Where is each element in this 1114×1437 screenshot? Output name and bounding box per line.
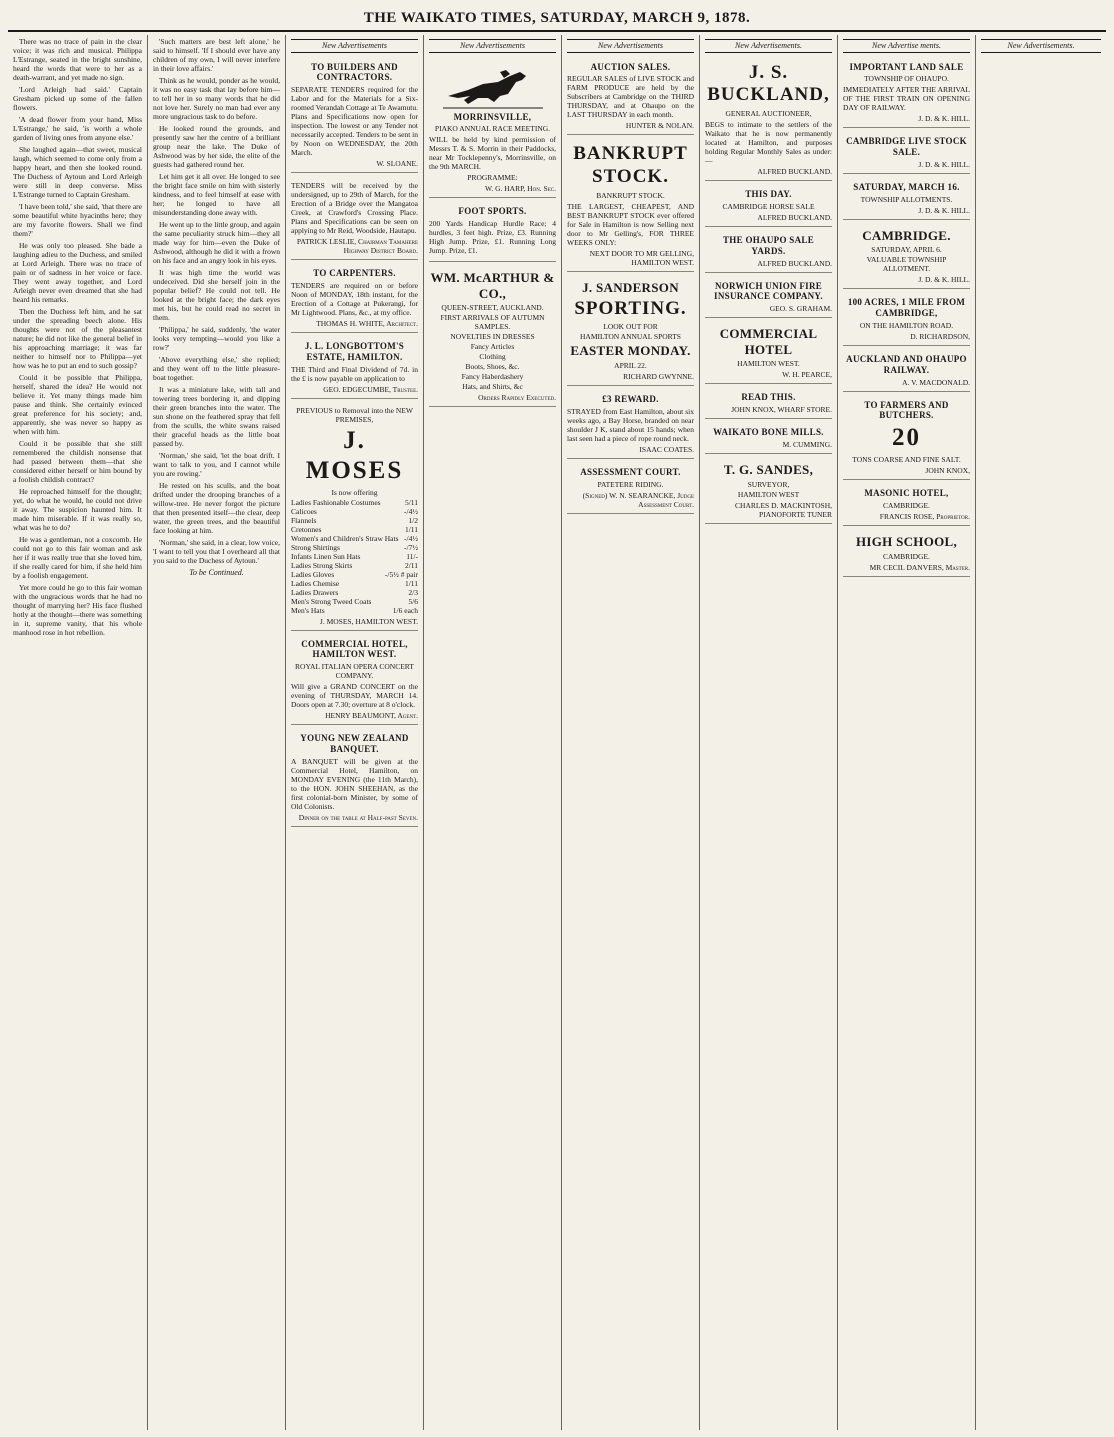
ad-title: COMMERCIAL HOTEL <box>719 326 818 357</box>
ad-sign: HENRY BEAUMONT, Agent. <box>325 711 418 721</box>
ad-sign: D. RICHARDSON, <box>910 331 970 341</box>
ad-tenders-bridge <box>291 176 418 260</box>
ad-sign: GEO. EDGECUMBE, Trustee. <box>323 384 418 394</box>
ad-body: THE LARGEST, CHEAPEST, AND BEST BANKRUPT STOCK ever offered for Sale in Hamilton is now Selling next door to Mr Gelling's, FOR THREE WEEKS ONLY: <box>567 201 694 247</box>
ad-line: CAMBRIDGE. <box>883 551 930 561</box>
ad-title: FOOT SPORTS. <box>458 206 527 217</box>
ad-title: J. S. BUCKLAND, <box>707 61 830 106</box>
ad-sign: A. V. MACDONALD. <box>902 377 970 387</box>
ad-sign: W. G. HARP, Hon. Sec. <box>484 184 556 194</box>
ad-sign: CHARLES D. MACKINTOSH, PIANOFORTE TUNER <box>735 500 832 519</box>
list-item: Fancy Haberdashery <box>461 372 524 382</box>
ad-sign: ALFRED BUCKLAND. <box>757 258 832 268</box>
price-value: -/4½ <box>404 506 418 516</box>
list-item: Hats, and Shirts, &c <box>462 382 523 392</box>
ad-sign: (Signed) W. N. SEARANCKE, Judge Assessment Court. <box>582 490 694 509</box>
price-row <box>291 498 418 507</box>
list-item: Boots, Shoes, &c. <box>465 362 520 372</box>
ad-line: GENERAL AUCTIONEER, <box>725 109 812 119</box>
price-item: Infants Linen Sun Hats <box>291 551 361 561</box>
story-paragraph: He reproached himself for the thought; yet, do what he would, he could not drive it away. The suspicion haunted him. It made him miserable. If it was really so, what was he to do? <box>13 487 142 532</box>
ad-sign: GEO. S. GRAHAM. <box>769 304 832 314</box>
ad-title: WAIKATO BONE MILLS. <box>713 427 824 438</box>
ad-body: TENDERS will be received by the undersigned, up to 29th of March, for the Erection of a Bridge over the Mangatoa Creek, at Crawford's Crossing Place. Plans and Specifications can be seen on applying to Mr Reid, Woodside, Hautapu. <box>291 181 418 236</box>
price-row <box>291 507 418 516</box>
price-row <box>291 561 418 570</box>
ad-butchers <box>843 395 970 481</box>
ad-ohaupo-yards <box>705 230 832 273</box>
ad-line: NOVELTIES IN DRESSES <box>450 332 535 342</box>
ad-body: REGULAR SALES of LIVE STOCK and FARM PRODUCE are held by the Subscribers at Cambridge on the THIRD THURSDAY, and at Ohaupo on the LAST THURSDAY in each month. <box>567 74 694 120</box>
price-item: Ladies Strong Skirts <box>291 560 353 570</box>
price-value: 5/11 <box>404 497 418 507</box>
price-value: 2/3 <box>408 587 418 597</box>
story-paragraph: He rested on his sculls, and the boat drifted under the drooping branches of a willow-tree. He never forgot the picture that then presented itself—the clear, deep water, the green trees, and the beautiful face looking at him. <box>153 481 280 535</box>
list-item: Fancy Articles <box>470 342 515 352</box>
ad-title: T. G. SANDES, <box>723 461 814 477</box>
ad-title: WM. McARTHUR & CO., <box>430 270 555 301</box>
ad-sign: PATRICK LESLIE, Chairman Tamahere Highway District Board. <box>296 237 418 256</box>
ad-commercial-hotel <box>291 634 418 726</box>
price-row <box>291 534 418 543</box>
ad-sign: ALFRED BUCKLAND. <box>757 167 832 177</box>
ad-title: IMPORTANT LAND SALE <box>849 61 964 72</box>
ad-line: PATETERE RIDING. <box>597 479 664 489</box>
ad-sign: J. D. & K. HILL. <box>918 205 970 215</box>
ad-title: £3 REWARD. <box>602 393 659 404</box>
ad-line: HAMILTON WEST <box>737 489 800 499</box>
ad-title: HIGH SCHOOL, <box>855 533 958 549</box>
ad-high-school <box>843 529 970 577</box>
ad-body: BEGS to intimate to the settlers of the Waikato that he is now permanently located at Hamilton, and purposes holding Regular Monthly Sales as under:— <box>705 120 832 166</box>
price-row <box>291 525 418 534</box>
story-paragraph: There was no trace of pain in the clear voice; it was rich and musical. Philippa L'Estrange, seated in the bright sunshine, heard the words that were to her as a death-warrant, and yet made no sign. <box>13 37 142 82</box>
ad-sign: J. MOSES, HAMILTON WEST. <box>319 616 418 626</box>
ad-line: SATURDAY, APRIL 6. <box>871 245 942 255</box>
story-paragraph: He looked round the grounds, and presently saw her the centre of a brilliant group near the lake. The Duke of Ashwood was by her side, the elite of the guests had gathered round her. <box>153 124 280 169</box>
story-paragraph: 'Such matters are best left alone,' he said to himself. 'If I should ever have any children of my own, I will never interfere in their love affairs.' <box>153 37 280 73</box>
price-row <box>291 579 418 588</box>
ad-line: HAMILTON ANNUAL SPORTS <box>580 332 681 342</box>
ad-moses <box>291 402 418 631</box>
ad-title: COMMERCIAL HOTEL, HAMILTON WEST. <box>301 638 408 660</box>
price-value: 5/6 <box>408 596 418 606</box>
ad-sanderson <box>567 275 694 386</box>
racehorse-icon <box>438 62 548 110</box>
masthead-title: THE WAIKATO TIMES, SATURDAY, MARCH 9, 1878. <box>363 9 751 26</box>
story-column-2 <box>148 35 286 1430</box>
story-paragraph: Let him get it all over. He longed to see the bright face smile on him with sisterly kindness, and to feel himself at ease with her; he longed to have all misunderstanding done away with. <box>153 172 280 217</box>
price-row <box>291 606 418 615</box>
ad-line: Is now offering <box>331 487 378 497</box>
ad-line: CAMBRIDGE HORSE SALE <box>722 201 815 211</box>
price-value: -/5½ # pair <box>384 569 418 579</box>
price-value: 1/11 <box>404 524 418 534</box>
item-list <box>429 342 556 391</box>
story-paragraph: 'Lord Arleigh had said.' Captain Gresham picked up some of the fallen flowers. <box>13 85 142 112</box>
ads-column-4 <box>424 35 562 1430</box>
ad-hundred-acres <box>843 292 970 346</box>
ad-line: TOWNSHIP OF OHAUPO. <box>864 74 949 84</box>
ad-macarthur <box>429 265 556 407</box>
column-header: New Advertise ments. <box>843 39 970 53</box>
ad-bankrupt <box>567 138 694 272</box>
ad-body: Will give a GRAND CONCERT on the evening of THURSDAY, MARCH 14. Doors open at 7.30; overture at 8 o'clock. <box>291 682 418 710</box>
ad-body: TENDERS are required on or before Noon of MONDAY, 18th instant, for the Erection of a Cottage at Pukerangi, for Mr Lightwood. Plans, &c., at my office. <box>291 280 418 317</box>
price-value: -/7½ <box>404 542 418 552</box>
ad-line: PROGRAMME: <box>467 173 518 183</box>
ad-bone-mills <box>705 422 832 454</box>
ad-line: VALUABLE TOWNSHIP ALLOTMENT. <box>866 255 947 274</box>
ad-sandes <box>705 457 832 524</box>
ad-sign: ALFRED BUCKLAND. <box>757 212 832 222</box>
ad-title: ASSESSMENT COURT. <box>580 466 681 477</box>
ad-longbottom <box>291 336 418 399</box>
ad-title: YOUNG NEW ZEALAND BANQUET. <box>300 733 409 754</box>
story-paragraph: 'Norman,' she said, in a clear, low voice, 'I want to tell you that I overheard all that you said to the Duchess of Aytoun.' <box>153 538 280 565</box>
ads-column-7 <box>838 35 976 1430</box>
column-header: New Advertisements <box>291 39 418 53</box>
ad-cambridge-april <box>843 223 970 290</box>
story-paragraph: It was high time the world was undeceived. Did she herself join in the popular belief? He could not tell. He looked at the bright face; the dark eyes met his, but he could read no secret in them. <box>153 268 280 322</box>
ad-title: TO CARPENTERS. <box>313 268 396 279</box>
ad-body: WILL be held by kind permission of Messrs T. & S. Morrin in their Paddocks, near Mr Tocklepenny's, Morrinsville, on the 9th MARCH. <box>429 135 556 172</box>
price-item: Strong Shirtings <box>291 542 340 552</box>
price-value: 1/2 <box>408 515 418 525</box>
ad-sign: JOHN KNOX, WHARF STORE. <box>731 405 832 415</box>
column-header: New Advertisements. <box>705 39 832 53</box>
price-value: 11/- <box>406 551 418 561</box>
story-column-1 <box>8 35 148 1430</box>
ad-sign: HUNTER & NOLAN. <box>625 121 694 131</box>
ad-line: ON THE HAMILTON ROAD. <box>859 320 954 330</box>
column-header: New Advertisements <box>429 39 556 53</box>
story-paragraph: She laughed again—that sweet, musical laugh, which seemed to come only from a happy heart, and then she looked round. The Duchess of Aytoun and Lord Arleigh were still in deep converse. Miss L'Estrange turned to Captain Gresham. <box>13 145 142 199</box>
ad-builders <box>291 57 418 174</box>
ad-title: THIS DAY. <box>745 189 792 200</box>
ad-title: CAMBRIDGE LIVE STOCK SALE. <box>846 136 967 158</box>
ad-line: FIRST ARRIVALS OF AUTUMN SAMPLES. <box>440 313 545 332</box>
price-item: Ladies Drawers <box>291 587 339 597</box>
price-item: Men's Hats <box>291 605 325 615</box>
price-value: 1/11 <box>404 578 418 588</box>
price-item: Ladies Chemise <box>291 578 340 588</box>
price-item: Ladies Fashionable Costumes <box>291 497 381 507</box>
price-row <box>291 543 418 552</box>
ad-sign: RICHARD GWYNNE. <box>623 371 694 381</box>
story-paragraph: 'Philippa,' he said, suddenly, 'the water looks very tempting—would you like a row?' <box>153 325 280 352</box>
price-item: Ladies Gloves <box>291 569 335 579</box>
column-header: New Advertisements <box>567 39 694 53</box>
ad-foot-sports <box>429 201 556 262</box>
story-paragraph: Could it be possible that Philippa, herself, shared the idea? He would not believe it. Yet many things made him pause and think. She certainly evinced great preference for his society; and, apparently, she was never so happy as when with him. <box>13 373 142 436</box>
ad-norwich <box>705 276 832 319</box>
price-row <box>291 597 418 606</box>
price-row <box>291 570 418 579</box>
ad-sign: W. SLOANE. <box>376 159 418 169</box>
story-paragraph: Yet more could he go to this fair woman with the ungracious words that he had no thought of marrying her? His face flushed hotly at the thought—there was something in it, supreme vanity, that his whole manhood rose in hot rebellion. <box>13 583 142 637</box>
ads-column-3 <box>286 35 424 1430</box>
ad-title: SATURDAY, MARCH 16. <box>853 181 960 192</box>
ad-title: J. SANDERSON <box>582 279 679 295</box>
ads-column-8 <box>976 35 1106 1430</box>
story-paragraph: 'I have been told,' she said, 'that there are some beautiful white hyacinths here; they are my favorite flowers. Shall we find them?' <box>13 202 142 238</box>
ad-sign: JOHN KNOX, <box>925 466 970 476</box>
price-row <box>291 588 418 597</box>
ad-title: READ THIS. <box>741 392 796 403</box>
ad-line: PIAKO ANNUAL RACE MEETING. <box>434 124 551 134</box>
ad-body: IMMEDIATELY AFTER THE ARRIVAL OF THE FIRST TRAIN ON OPENING DAY OF RAILWAY. <box>843 85 970 113</box>
ad-sign: THOMAS H. WHITE, Architect. <box>316 318 418 328</box>
ad-sign: NEXT DOOR TO MR GELLING, HAMILTON WEST. <box>589 248 694 267</box>
ad-title: J. MOSES <box>305 426 404 484</box>
price-value: 2/11 <box>404 560 418 570</box>
ad-body: STRAYED from East Hamilton, about six weeks ago, a Bay Horse, branded on near shoulder J K, stand about 15 hands; when last seen had a piece of rope round neck. <box>567 406 694 443</box>
ad-title: AUCKLAND AND OHAUPO RAILWAY. <box>846 353 967 375</box>
story-paragraph: Could it be possible that she still remembered the childish nonsense that had passed between them—that she considered either herself or him bound by a foolish childish contract? <box>13 439 142 484</box>
ad-title: MASONIC HOTEL, <box>864 488 949 499</box>
ad-auction <box>567 57 694 136</box>
ad-title: BANKRUPT STOCK. <box>573 143 688 188</box>
ad-line: PREVIOUS to Removal into the NEW PREMISES, <box>296 405 413 424</box>
ad-title: SPORTING. <box>574 297 687 319</box>
ads-column-5 <box>562 35 700 1430</box>
story-paragraph: 'Norman,' she said, 'let the boat drift. I want to talk to you, and I cannot while you are rowing.' <box>153 451 280 478</box>
list-item: Clothing <box>479 352 506 362</box>
ad-sign: FRANCIS ROSE, Proprietor. <box>879 511 970 521</box>
ad-title: TO FARMERS AND BUTCHERS. <box>864 399 949 421</box>
ad-buckland <box>705 57 832 182</box>
ad-title: 100 ACRES, 1 MILE FROM CAMBRIDGE, <box>847 297 966 319</box>
ad-masonic <box>843 483 970 526</box>
ad-title: MORRINSVILLE, <box>453 111 532 122</box>
ad-body: A BANQUET will be given at the Commercial Hotel, Hamilton, on MONDAY EVENING (the 11th March), to the HON. JOHN SHEEHAN, as the first colonial-born Minister, by some of Old Colonists. <box>291 756 418 811</box>
story-paragraph: 'Above everything else,' she replied; and they went off to the little pleasure-boat together. <box>153 355 280 382</box>
ad-sign: MR CECIL DANVERS, Master. <box>869 562 970 572</box>
price-item: Women's and Children's Straw Hats <box>291 533 399 543</box>
story-paragraph: He was a gentleman, not a coxcomb. He could not go to this fair woman and ask her if it was really true that she loved him, if she really cared for him, if she held him by a foolish engagement. <box>13 535 142 580</box>
price-value: 1/6 each <box>392 605 418 615</box>
price-item: Flannels <box>291 515 317 525</box>
ad-line: ROYAL ITALIAN OPERA CONCERT COMPANY. <box>295 662 414 681</box>
ad-line: QUEEN-STREET, AUCKLAND. <box>441 303 544 313</box>
ad-line: BANKRUPT STOCK. <box>596 190 665 200</box>
ad-sign: ISAAC COATES. <box>639 444 694 454</box>
column-header: New Advertisements. <box>981 39 1101 53</box>
story-paragraph: He went up to the little group, and again the same peculiarity struck him—they all made way for him—even the Duke of Ashwood, although he did it with a frown on his face and an angry look in his eyes. <box>153 220 281 265</box>
ad-township <box>843 177 970 220</box>
ad-sign: W. H. PEARCE, <box>782 370 832 380</box>
ad-line: CAMBRIDGE. <box>883 500 930 510</box>
ad-line: LOOK OUT FOR <box>603 322 658 332</box>
price-item: Calicoes <box>291 506 317 516</box>
ad-body: THE Third and Final Dividend of 7d. in the £ is now payable on application to <box>291 364 418 383</box>
ad-cambridge-sale <box>705 184 832 227</box>
story-paragraph: It was a miniature lake, with tall and towering trees bordering it, and dipping their green branches into the water. The sun shone on the feathered spray that fell from the sculls, the white swans raised their graceful heads as the little boat passed by. <box>153 385 280 448</box>
masthead <box>8 6 1106 32</box>
ad-sign: M. CUMMING. <box>782 439 832 449</box>
ad-sign: Dinner on the table at Half-past Seven. <box>298 812 418 822</box>
ad-line: TOWNSHIP ALLOTMENTS. <box>860 194 953 204</box>
ads-column-6 <box>700 35 838 1430</box>
ad-title: TO BUILDERS AND CONTRACTORS. <box>311 61 398 83</box>
ad-read-this <box>705 387 832 419</box>
ad-line: TONS COARSE AND FINE SALT. <box>852 455 961 465</box>
ad-cambridge-live <box>843 131 970 174</box>
ad-body: SEPARATE TENDERS required for the Labor and for the Materials for a Six-roomed Verandah Cottage at Te Awamutu. Plans and Specifications now open for inspection. The lowest or any Tender not necessarily accepted. Tenders to be sent in by Noon on WEDNESDAY, the 20th March. <box>291 85 418 158</box>
ad-carpenters <box>291 263 418 333</box>
ad-reward <box>567 389 694 459</box>
ad-ohaupo-land <box>843 57 970 129</box>
ad-line: APRIL 22. <box>614 360 647 370</box>
ad-sign: J. D. & K. HILL. <box>918 275 970 285</box>
ad-line: SURVEYOR, <box>747 479 790 489</box>
ad-morrinsville <box>429 57 556 199</box>
columns <box>8 35 1106 1430</box>
ad-sign: J. D. & K. HILL. <box>918 159 970 169</box>
story-paragraph: Then the Duchess left him, and he sat under the spreading beech alone. His thoughts were not of the pleasantest nature; he did not like the general belief in his approaching marriage; it was far neither to himself nor to Philippa—yet how was he to put an end to such gossip? <box>13 307 142 370</box>
price-list <box>291 498 418 615</box>
ad-sign: Orders Rapidly Executed. <box>478 393 556 403</box>
ad-title: CAMBRIDGE. <box>862 227 951 243</box>
ad-title: NORWICH UNION FIRE INSURANCE COMPANY. <box>714 280 823 302</box>
price-item: Cretonnes <box>291 524 322 534</box>
price-item: Men's Strong Tweed Coats <box>291 596 372 606</box>
ad-title: J. L. LONGBOTTOM'S ESTATE, HAMILTON. <box>304 340 405 362</box>
ad-banquet <box>291 728 418 827</box>
ad-sign: J. D. & K. HILL. <box>918 114 970 124</box>
ad-title: EASTER MONDAY. <box>570 343 691 359</box>
story-paragraph: 'A dead flower from your hand, Miss L'Estrange,' he said, 'is worth a whole garden of living ones from anyone else.' <box>13 115 142 142</box>
ad-body: 200 Yards Handicap Hurdle Race; 4 hurdles, 3 feet high. Prize, £3. Running High Jump. Prize, £1. Running Long Jump. Prize, £1. <box>429 219 556 256</box>
ad-railway <box>843 349 970 392</box>
ad-title: THE OHAUPO SALE YARDS. <box>722 234 814 256</box>
story-paragraph: He was only too pleased. She bade a laughing adieu to the Duchess, and smiled at Lord Arleigh. There was no trace of pain or of sadness in her voice or face. They went away together, and Lord Arleigh never even dreamed that she had heard his remarks. <box>13 241 142 304</box>
ad-commercial-2 <box>705 321 832 384</box>
price-value: -/4½ <box>404 533 418 543</box>
story-paragraph: Think as he would, ponder as he would, it was no easy task that lay before him—to tell her in so many words that he did not love her. Surely no man had ever any more ungracious task to do before. <box>153 76 280 121</box>
ad-line: HAMILTON WEST. <box>737 359 800 369</box>
price-row <box>291 552 418 561</box>
ad-big-number: 20 <box>892 424 921 452</box>
ad-assessment <box>567 462 694 514</box>
price-row <box>291 516 418 525</box>
ad-title: AUCTION SALES. <box>590 61 671 72</box>
to-be-continued: To be Continued. <box>189 568 244 577</box>
